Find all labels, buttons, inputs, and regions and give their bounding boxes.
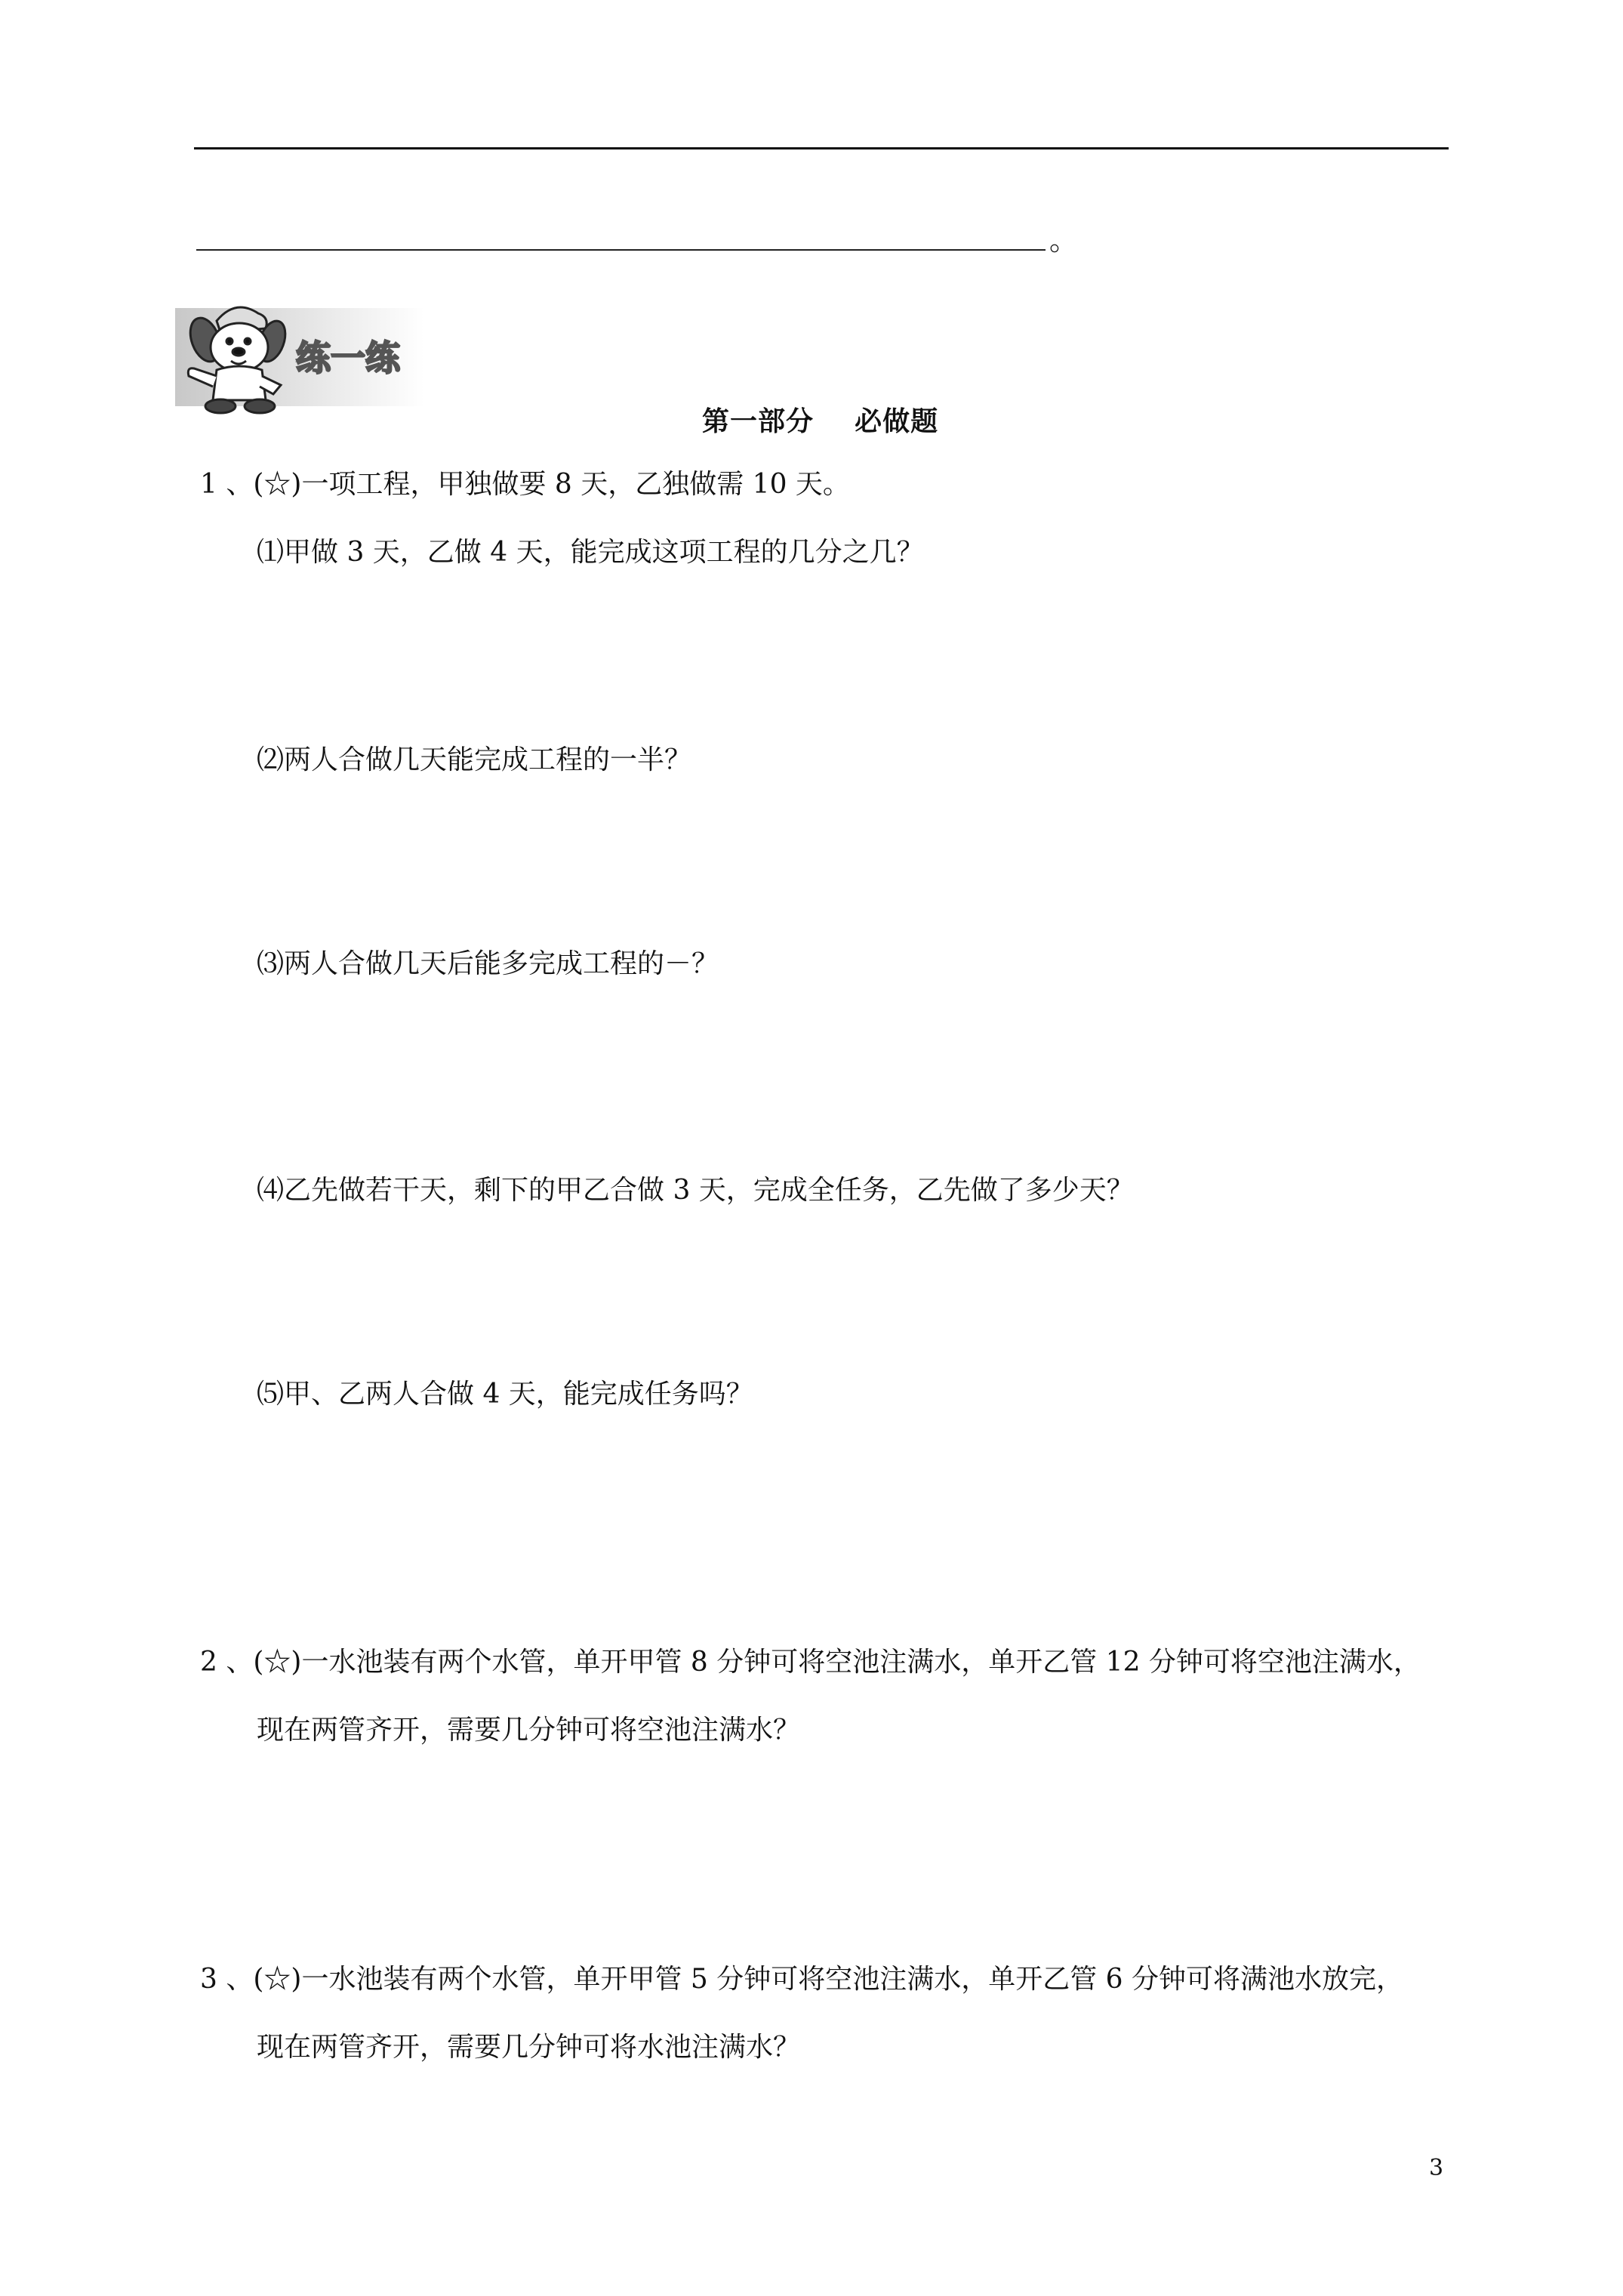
answer-line-short [196, 249, 1046, 251]
practice-logo [175, 294, 424, 419]
question-1-sub-5: ⑸甲、乙两人合做 4 天，能完成任务吗？ [257, 1379, 753, 1410]
question-1-sub-2: ⑵两人合做几天能完成工程的一半？ [257, 744, 692, 775]
question-3-line-1: 3 、(☆)一水池装有两个水管，单开甲管 5 分钟可将空池注满水，单开乙管 6 分钟可将满池水放完， [200, 1964, 1404, 1995]
answer-line-full [194, 147, 1449, 149]
line-end-mark: 。 [1049, 223, 1079, 257]
page-number: 3 [1429, 2155, 1444, 2181]
question-1-sub-4: ⑷乙先做若干天，剩下的甲乙合做 3 天，完成全任务，乙先做了多少天？ [257, 1175, 1134, 1206]
question-1-sub-1: ⑴甲做 3 天，乙做 4 天，能完成这项工程的几分之几？ [257, 537, 924, 568]
section-title: 第一部分 必做题 [702, 405, 939, 437]
question-1-sub-3: ⑶两人合做几天后能多完成工程的－？ [257, 948, 719, 979]
question-2-line-2: 现在两管齐开，需要几分钟可将空池注满水？ [257, 1715, 801, 1746]
question-3-line-2: 现在两管齐开，需要几分钟可将水池注满水？ [257, 2032, 801, 2063]
logo-text: 练一练 [296, 337, 400, 378]
question-2-line-1: 2 、(☆)一水池装有两个水管，单开甲管 8 分钟可将空池注满水，单开乙管 12 分钟可将空池注满水， [200, 1647, 1421, 1678]
question-1-stem: 1 、(☆)一项工程，甲独做要 8 天，乙独做需 10 天。 [200, 469, 850, 500]
